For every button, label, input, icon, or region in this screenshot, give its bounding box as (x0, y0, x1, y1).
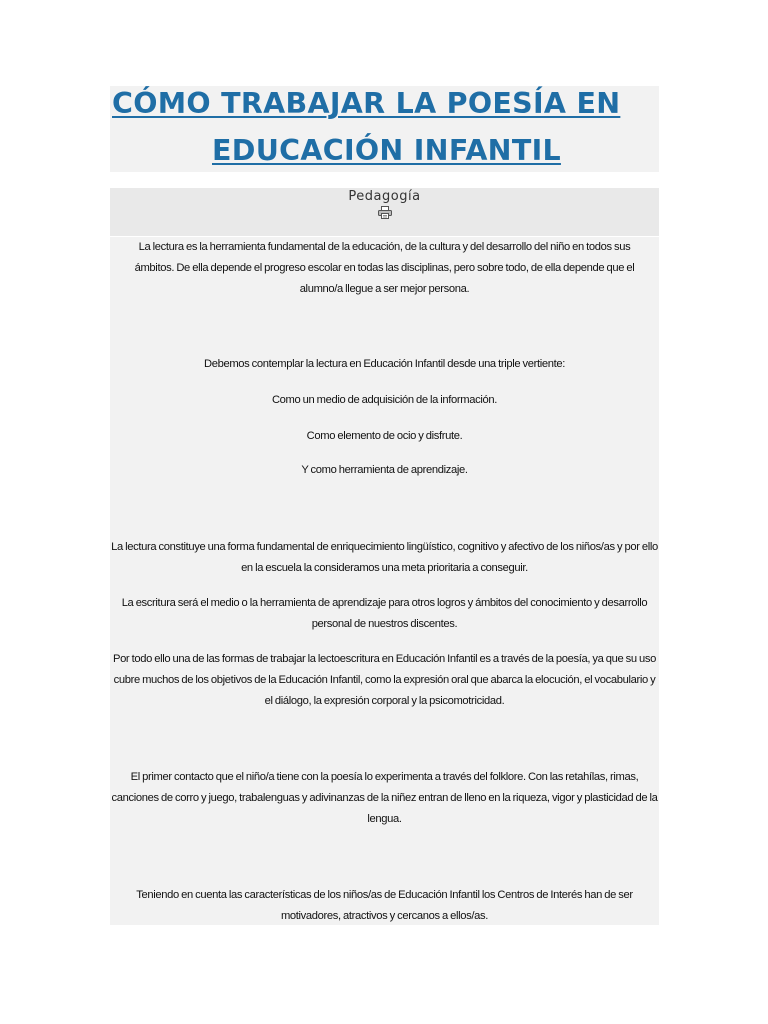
paragraph-6: La lectura constituye una forma fundamental de enriquecimiento lingüístico, cognitivo y afectivo de los niños/as y por ello en la escuela la consideramos una meta prioritaria a conseguir. (111, 541, 658, 574)
paragraph-2: Debemos contemplar la lectura en Educación Infantil desde una triple vertiente: (203, 358, 565, 370)
article-body (110, 237, 659, 925)
paragraph-8: Por todo ello una de las formas de trabajar la lectoescritura en Educación Infantil es a través de la poesía, ya que su uso cubre muchos de los objetivos de la Educación Infantil, como la expresión oral que abarca la elocución, el vocabulario y el diálogo, la expresión corporal y la psicomotricidad. (112, 653, 657, 707)
paragraph-5: Y como herramienta de aprendizaje. (301, 464, 468, 476)
paragraph-4: Como elemento de ocio y disfrute. (306, 430, 463, 442)
page-title-line-1[interactable]: CÓMO TRABAJAR LA POESÍA EN (112, 87, 621, 120)
category-header (110, 188, 659, 236)
category-label: Pedagogía (348, 189, 421, 204)
paragraph-9: El primer contacto que el niño/a tiene con la poesía lo experimenta a través del folklore. Con las retahílas, rimas, canciones de corro y juego, trabalenguas y adivinanzas de la niñez entran de lleno en la riqueza, vigor y plasticidad de la lengua. (111, 771, 658, 825)
paragraph-3: Como un medio de adquisición de la información. (271, 394, 498, 406)
paragraph-7: La escritura será el medio o la herramienta de aprendizaje para otros logros y ámbitos del conocimiento y desarrollo personal de nuestros discentes. (121, 597, 648, 630)
page-title-line-2[interactable]: EDUCACIÓN INFANTIL (212, 134, 561, 167)
paragraph-1: La lectura es la herramienta fundamental de la educación, de la cultura y del desarrollo del niño en todos sus ámbitos. De ella depende el progreso escolar en todas las disciplinas, pero sobre todo, de ella depende que el alumno/a llegue a ser mejor persona. (134, 241, 635, 295)
printer-icon[interactable] (378, 206, 392, 219)
paragraph-10: Teniendo en cuenta las características de los niños/as de Educación Infantil los Centros de Interés han de ser motivadores, atractivos y cercanos a ellos/as. (136, 889, 633, 922)
